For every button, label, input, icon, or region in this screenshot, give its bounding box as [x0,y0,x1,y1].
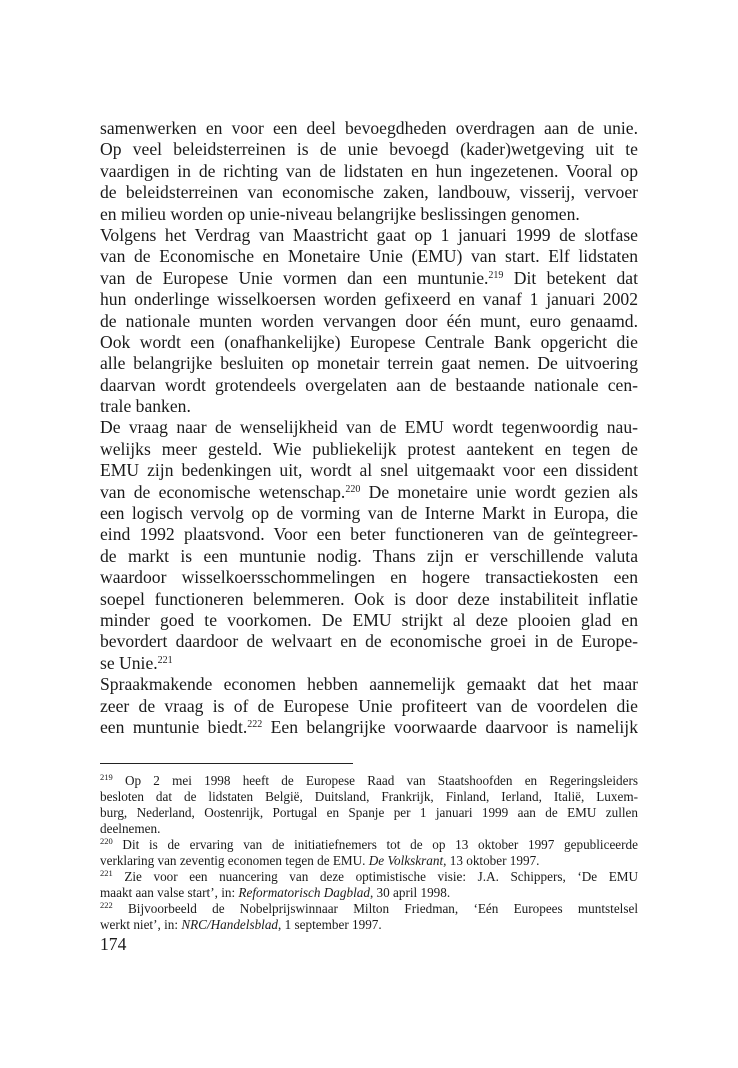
body-line: soepel functioneren belemmeren. Ook is door deze instabiliteit inflatie [100,588,638,609]
body-line: Ook wordt een (onafhankelijke) Europese Centrale Bank opgericht die [100,331,638,352]
footnote-number-219: 219 [100,773,113,783]
body-line: samenwerken en voor een deel bevoegdheden overdragen aan de unie. [100,118,638,138]
page-number: 174 [100,934,127,955]
source-title: De Volkskrant [368,853,444,869]
body-text [100,118,638,738]
body-line: welijks meer gesteld. Wie publiekelijk protest aantekent en tegen de [100,438,638,459]
source-title: Reformatorisch Dagblad [238,885,370,901]
footnote-line: maakt aan valse start’, in: Reformatorisch Dagblad, 30 april 1998. [100,885,451,901]
footnote-line: werkt niet’, in: NRC/Handelsblad, 1 september 1997. [100,917,382,933]
body-line: de markt is een muntunie nodig. Thans zijn er verschillende valuta [100,545,638,566]
footnote-ref-221[interactable]: 221 [157,654,173,666]
body-line: de nationale munten worden vervangen door één munt, euro genaamd. [100,310,638,331]
footnote-line: $^{222}$ Bijvoorbeeld de Nobelprijswinnaar Milton Friedman, ‘Eén Europees muntstelsel [100,901,638,917]
footnote-line: $^{219}$ Op 2 mei 1998 heeft de Europese Raad van Staatshoofden en Regeringsleiders [100,773,638,789]
footnote-number-220: 220 [100,837,113,847]
body-line: en milieu worden op unie-niveau belangrijke beslissingen genomen. [100,203,580,224]
body-line: De vraag naar de wenselijkheid van de EMU wordt tegenwoordig nau- [100,417,638,438]
body-line: trale banken. [100,396,191,417]
body-line: een muntunie biedt.$^{222}$ Een belangrijke voorwaarde daarvoor is namelijk [100,716,638,737]
body-line: bevordert daardoor de welvaart en de economische groei in de Europe- [100,631,638,652]
footnote-line: deelnemen. [100,821,161,837]
body-line: se Unie.$^{221}$ [100,652,173,673]
body-line: van de economische wetenschap.$^{220}$ De monetaire unie wordt gezien als [100,481,638,502]
body-line: waardoor wisselkoersschommelingen en hogere transactiekosten een [100,567,638,588]
footnote-line: verklaring van zeventig economen tegen de EMU. De Volkskrant, 13 oktober 1997. [100,853,540,869]
footnote-line: $^{220}$ Dit is de ervaring van de initiatiefnemers tot de op 13 oktober 1997 gepubliceerde [100,837,638,853]
body-line: hun onderlinge wisselkoersen worden gefixeerd en vanaf 1 januari 2002 [100,289,638,310]
body-line: de beleidsterreinen van economische zaken, landbouw, visserij, vervoer [100,182,638,203]
body-line: Spraakmakende economen hebben aannemelijk gemaakt dat het maar [100,674,638,695]
body-line: vaardigen in de richting van de lidstaten en hun ingezetenen. Vooral op [100,160,638,181]
body-line: daarvan wordt grotendeels overgelaten aan de bestaande nationale cen- [100,374,638,395]
body-line: zeer de vraag is of de Europese Unie profiteert van de voordelen die [100,695,638,716]
footnote-ref-222[interactable]: 222 [247,718,263,730]
body-line: een logisch vervolg op de vorming van de Interne Markt in Europa, die [100,503,638,524]
source-title: NRC/Handelsblad [181,917,279,933]
footnote-ref-219[interactable]: 219 [488,269,504,281]
body-line: minder goed te voorkomen. De EMU strijkt al deze plooien glad en [100,609,638,630]
footnotes [100,773,638,933]
body-line: EMU zijn bedenkingen uit, wordt al snel uitgemaakt voor een dissident [100,460,638,481]
footnote-line: besloten dat de lidstaten België, Duitsland, Frankrijk, Finland, Ierland, Italië, Luxem- [100,789,638,805]
footnote-line: $^{221}$ Zie voor een nuancering van deze optimistische visie: J.A. Schippers, ‘De EMU [100,869,638,885]
body-line: Volgens het Verdrag van Maastricht gaat op 1 januari 1999 de slotfase [100,224,638,245]
body-line: van de Economische en Monetaire Unie (EMU) van start. Elf lidstaten [100,246,638,267]
footnote-number-221: 221 [100,869,113,879]
body-line: alle belangrijke besluiten op monetair terrein gaat nemen. De uitvoering [100,353,638,374]
footnote-ref-220[interactable]: 220 [345,483,361,495]
book-page [100,118,638,954]
footnote-separator [100,763,353,764]
body-line: van de Europese Unie vormen dan een muntunie.$^{219}$ Dit betekent dat [100,267,638,288]
body-line: eind 1992 plaatsvond. Voor een beter functioneren van de geïntegreer- [100,524,638,545]
footnote-line: burg, Nederland, Oostenrijk, Portugal en Spanje per 1 januari 1999 aan de EMU zullen [100,805,638,821]
footnote-number-222: 222 [100,901,113,911]
body-line: Op veel beleidsterreinen is de unie bevoegd (kader)wetgeving uit te [100,139,638,160]
